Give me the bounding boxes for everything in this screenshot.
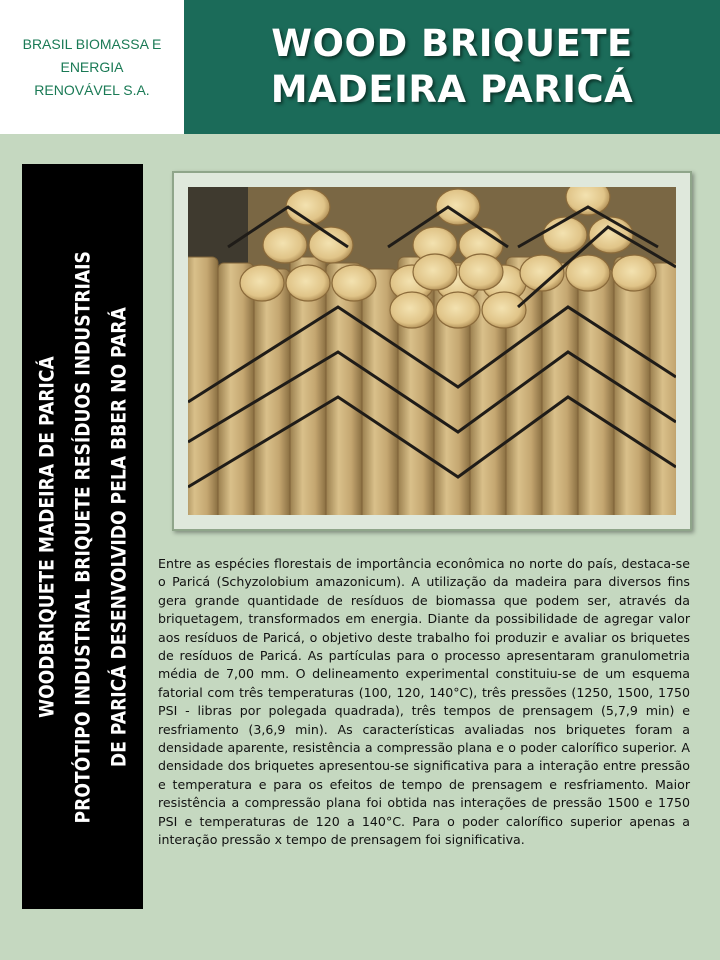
page-title-line-1: WOOD BRIQUETE [271, 22, 633, 65]
briquette-end [436, 292, 480, 328]
briquette-log [218, 263, 254, 515]
briquette-end [240, 265, 284, 301]
photo-frame [172, 171, 692, 531]
description-paragraph: Entre as espécies florestais de importância econômica no norte do país, destaca-se o Paricá (Schyzolobium amazonicum). A utilização da madeira para diversos fins gera grande quantidade de resíduos de biomassa que podem ser, através da briquetagem, transformados em energia. Diante da possibilidade de agregar valor aos resíduos de Paricá, o objetivo deste trabalho foi produzir e avaliar os briquetes de resíduos de Paricá. As partículas para o processo apresentaram granulometria média de 7,00 mm. O delineamento experimental constituiu-se de um esquema fatorial com três temperaturas (100, 120, 140°C), três pressões (1250, 1500, 1750 PSI - libras por polegada quadrada), três tempos de prensagem (5,7,9 min) e resfriamento (3,6,9 min). As características avaliadas nos briquetes foram a densidade aparente, resistência a compressão plana e o poder calorífico superior. A densidade dos briquetes apresentou-se significativa para a interação entre pressão e temperatura e para os efeitos de tempo de prensagem e resfriamento. Maior resistência a compressão plana foi obtida nas interações de pressão 1500 e 1750 PSI e temperaturas de 120 a 140°C. Para o poder calorífico superior apenas a interação pressão x tempo de prensagem foi significativa. [158, 556, 690, 848]
company-name-line-2: ENERGIA [60, 58, 124, 75]
briquette-stack-illustration [188, 187, 676, 515]
vertical-caption-panel [22, 164, 143, 909]
caption-line-1: WOODBRIQUETE MADEIRA DE PARICÁ [34, 355, 58, 718]
briquette-log [542, 263, 578, 515]
briquette-end [390, 292, 434, 328]
company-name [0, 0, 184, 134]
briquette-photo [188, 187, 676, 515]
briquette-end [543, 217, 587, 253]
title-banner [184, 0, 720, 134]
briquette-log [650, 263, 676, 515]
briquette-end [459, 254, 503, 290]
briquette-end [612, 255, 656, 291]
briquette-end [482, 292, 526, 328]
briquette-end [332, 265, 376, 301]
page-title-line-2: MADEIRA PARICÁ [270, 68, 634, 111]
briquette-end [286, 265, 330, 301]
briquette-end [413, 254, 457, 290]
briquette-log [578, 269, 614, 515]
briquette-end [589, 217, 633, 253]
briquette-end [263, 227, 307, 263]
company-name-line-1: BRASIL BIOMASSA E [22, 35, 162, 52]
company-name-line-3: RENOVÁVEL S.A. [34, 81, 150, 98]
caption-line-2: PROTÓTIPO INDUSTRIAL BRIQUETE RESÍDUOS INDUSTRIAIS [70, 250, 94, 823]
caption-line-3: DE PARICÁ DESENVOLVIDO PELA BBER NO PARÁ [106, 306, 130, 767]
briquette-end [436, 189, 480, 225]
